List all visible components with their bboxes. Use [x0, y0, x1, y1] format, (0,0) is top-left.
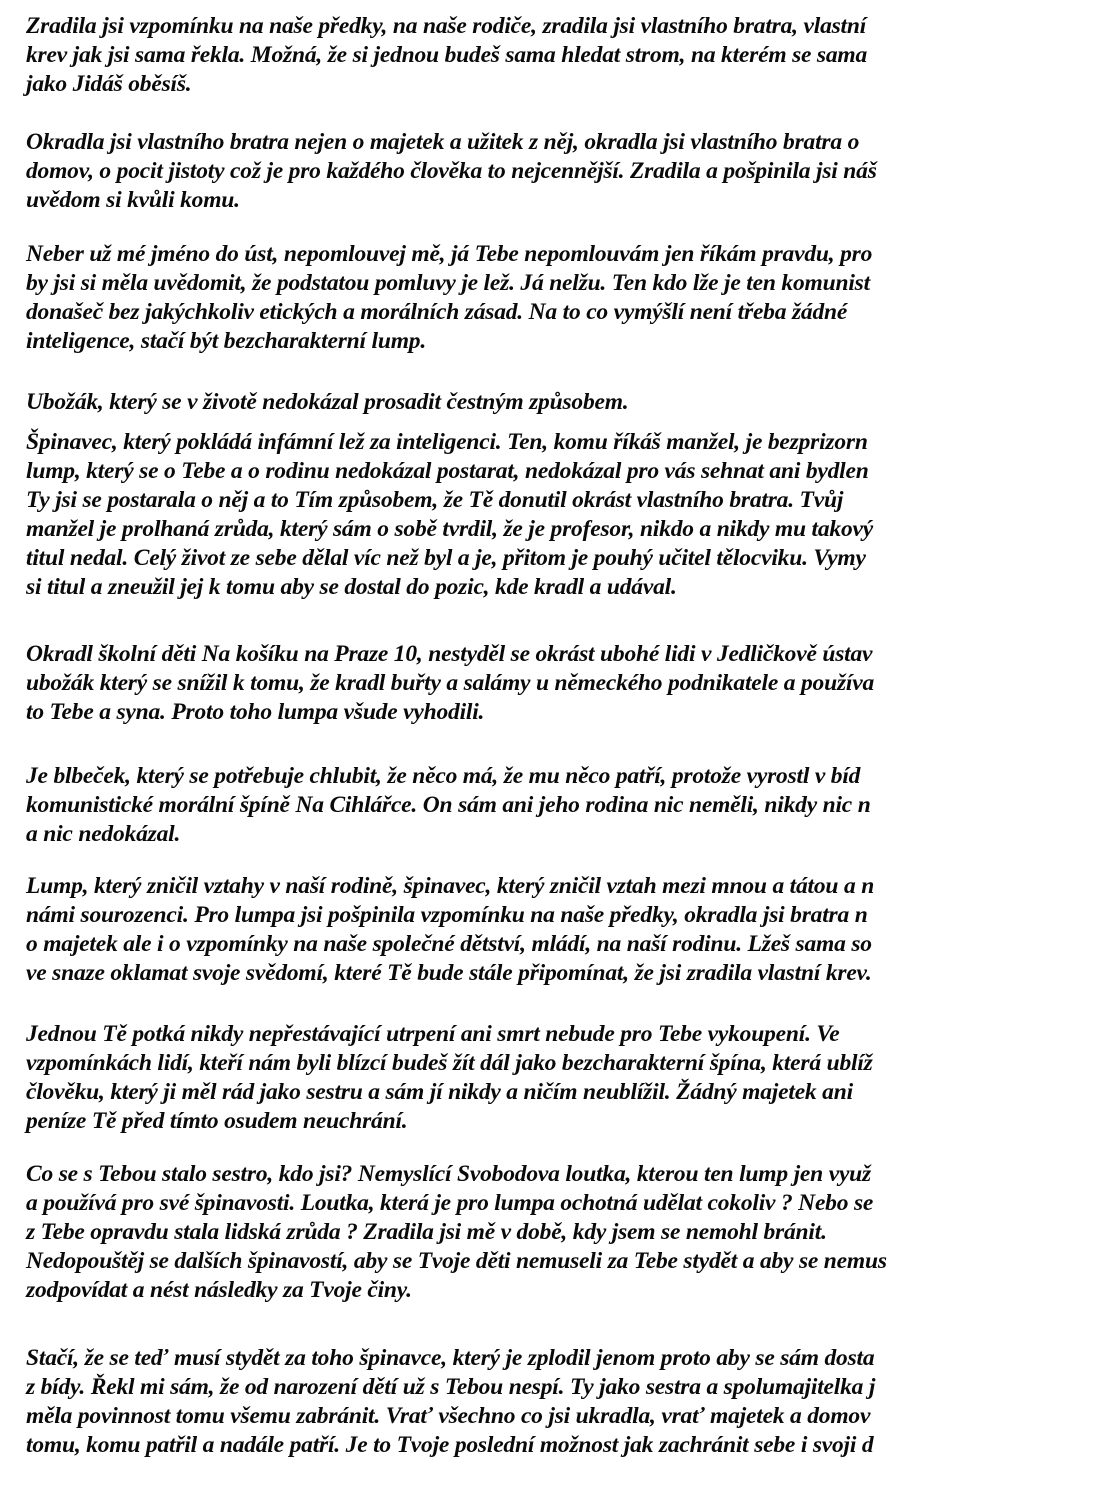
paragraph	[26, 12, 867, 99]
text-line: člověku, který ji měl rád jako sestru a sám jí nikdy a ničím neublížil. Žádný majetek ani	[26, 1079, 853, 1105]
text-line: o majetek ale i o vzpomínky na naše společné dětství, mládí, na naší rodinu. Lžeš sama so	[26, 931, 872, 957]
text-line: krev jak jsi sama řekla. Možná, že si jednou budeš sama hledat strom, na kterém se sama	[26, 42, 868, 68]
text-line: námi sourozenci. Pro lumpa jsi pošpinila vzpomínku na naše předky, okradla jsi bratra n	[26, 902, 868, 928]
text-line: inteligence, stačí být bezcharakterní lump.	[26, 328, 427, 354]
text-line: domov, o pocit jistoty což je pro každého člověka to nejcennější. Zradila a pošpinila jsi náš	[26, 158, 877, 184]
paragraph	[26, 128, 877, 215]
text-line: peníze Tě před tímto osudem neuchrání.	[26, 1108, 408, 1134]
text-line: Neber už mé jméno do úst, nepomlouvej mě, já Tebe nepomlouvám jen říkám pravdu, pro	[26, 241, 873, 267]
text-line: Lump, který zničil vztahy v naší rodině, špinavec, který zničil vztah mezi mnou a tátou a n	[26, 873, 875, 899]
paragraph	[26, 240, 872, 356]
text-line: a používá pro své špinavosti. Loutka, která je pro lumpa ochotná udělat cokoliv ? Nebo se	[26, 1190, 874, 1216]
paragraph	[26, 640, 874, 727]
paragraph	[26, 762, 871, 849]
text-line: komunistické morální špíně Na Cihlářce. On sám ani jeho rodina nic neměli, nikdy nic n	[26, 792, 871, 818]
text-line: zodpovídat a nést následky za Tvoje činy.	[26, 1277, 412, 1303]
paragraph	[26, 1020, 873, 1136]
text-line: uvědom si kvůli komu.	[26, 187, 240, 213]
text-line: Ubožák, který se v životě nedokázal prosadit čestným způsobem.	[26, 389, 629, 415]
text-line: Stačí, že se teď musí stydět za toho špinavce, který je zplodil jenom proto aby se sám dosta	[26, 1345, 875, 1371]
text-line: Okradl školní děti Na košíku na Praze 10, nestyděl se okrást ubohé lidi v Jedličkově ústav	[26, 641, 873, 667]
paragraph	[26, 388, 628, 417]
text-line: si titul a zneužil jej k tomu aby se dostal do pozic, kde kradl a udával.	[26, 574, 677, 600]
text-line: měla povinnost tomu všemu zabránit. Vrať všechno co jsi ukradla, vrať majetek a domov	[26, 1403, 871, 1429]
text-line: Nedopouštěj se dalších špinavostí, aby se Tvoje děti nemuseli za Tebe stydět a aby se nemus	[26, 1248, 887, 1274]
text-line: Okradla jsi vlastního bratra nejen o majetek a užitek z něj, okradla jsi vlastního bratra o	[26, 129, 860, 155]
text-line: z Tebe opravdu stala lidská zrůda ? Zradila jsi mě v době, kdy jsem se nemohl bránit.	[26, 1219, 827, 1245]
text-line: by jsi si měla uvědomit, že podstatou pomluvy je lež. Já nelžu. Ten kdo lže je ten komunist	[26, 270, 870, 296]
text-line: to Tebe a syna. Proto toho lumpa všude vyhodili.	[26, 699, 485, 725]
text-line: lump, který se o Tebe a o rodinu nedokázal postarat, nedokázal pro vás sehnat ani bydlen	[26, 458, 869, 484]
paragraph	[26, 428, 873, 602]
text-line: ubožák který se snížil k tomu, že kradl buřty a salámy u německého podnikatele a používa	[26, 670, 875, 696]
text-line: tomu, komu patřil a nadále patří. Je to Tvoje poslední možnost jak zachránit sebe i svoji d	[26, 1432, 874, 1458]
text-line: Je blbeček, který se potřebuje chlubit, že něco má, že mu něco patří, protože vyrostl v bíd	[26, 763, 861, 789]
text-line: Ty jsi se postarala o něj a to Tím způsobem, že Tě donutil okrást vlastního bratra. Tvůj	[26, 487, 844, 513]
text-line: manžel je prolhaná zrůda, který sám o sobě tvrdil, že je profesor, nikdo a nikdy mu takový	[26, 516, 873, 542]
text-line: Jednou Tě potká nikdy nepřestávající utrpení ani smrt nebude pro Tebe vykoupení. Ve	[26, 1021, 840, 1047]
text-line: Špinavec, který pokládá infámní lež za inteligenci. Ten, komu říkáš manžel, je bezprizorn	[26, 429, 868, 455]
text-line: jako Jidáš oběsíš.	[26, 71, 192, 97]
text-line: donašeč bez jakýchkoliv etických a morálních zásad. Na to co vymýšlí není třeba žádné	[26, 299, 848, 325]
text-line: Zradila jsi vzpomínku na naše předky, na naše rodiče, zradila jsi vlastního bratra, vlastní	[26, 13, 867, 39]
text-line: ve snaze oklamat svoje svědomí, které Tě bude stále připomínat, že jsi zradila vlastní krev.	[26, 960, 872, 986]
text-line: a nic nedokázal.	[26, 821, 181, 847]
paragraph	[26, 1344, 875, 1460]
text-line: titul nedal. Celý život ze sebe dělal víc než byl a je, přitom je pouhý učitel tělocviku. Vymy	[26, 545, 866, 571]
text-line: vzpomínkách lidí, kteří nám byli blízcí budeš žít dál jako bezcharakterní špína, která ublíž	[26, 1050, 873, 1076]
paragraph	[26, 1160, 887, 1305]
paragraph	[26, 872, 874, 988]
text-line: z bídy. Řekl mi sám, že od narození dětí už s Tebou nespí. Ty jako sestra a spolumajitelka j	[26, 1374, 876, 1400]
text-line: Co se s Tebou stalo sestro, kdo jsi? Nemyslící Svobodova loutka, kterou ten lump jen využ	[26, 1161, 871, 1187]
